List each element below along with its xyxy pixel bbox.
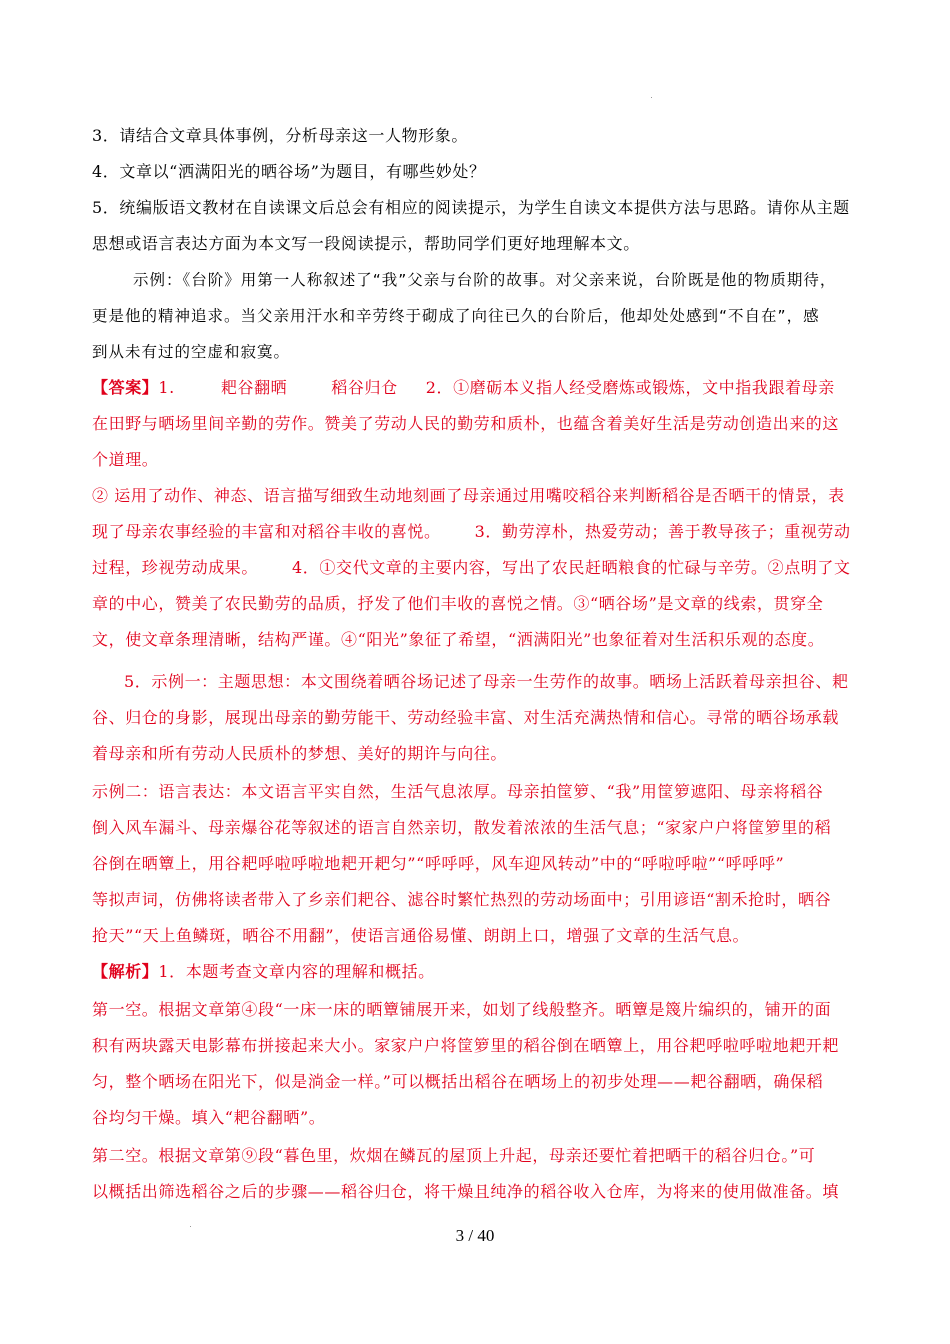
analysis-line-1: [92, 962, 862, 982]
answer-line-15: 等拟声词，仿佛将读者带入了乡亲们耙谷、滤谷时繁忙热烈的劳动场面中；引用谚语“割禾抢时，晒谷: [92, 890, 832, 909]
answer-line-12: 示例二：语言表达：本文语言平实自然，生活气息浓厚。母亲拍筐箩、“我”用筐箩遮阳、母亲将稻谷: [92, 782, 824, 801]
answer-line-5b: 3．勤劳淳朴，热爱劳动；善于教导孩子；重视劳动: [474, 522, 851, 541]
analysis-line-4: 匀，整个晒场在阳光下，似是淌金一样。”可以概括出稻谷在晒场上的初步处理——耙谷翻晒，确保稻: [92, 1072, 824, 1091]
answer-line-11: 着母亲和所有劳动人民质朴的梦想、美好的期许与向往。: [92, 744, 508, 763]
answer-line-10: 谷、归仓的身影，展现出母亲的勤劳能干、劳动经验丰富、对生活充满热情和信心。寻常的晒谷场承载: [92, 708, 840, 727]
answer-line-9: 5．示例一：主题思想：本文围绕着晒谷场记述了母亲一生劳作的故事。晒场上活跃着母亲担谷、耙: [124, 672, 849, 691]
answer-line-3: 个道理。: [92, 450, 159, 469]
analysis-line-5: 谷均匀干燥。填入“耙谷翻晒”。: [92, 1108, 326, 1127]
answer-line-6a: 过程，珍视劳动成果。: [92, 558, 259, 577]
page-number: 3 / 40: [455, 1226, 495, 1245]
answer-line-13: 倒入风车漏斗、母亲爆谷花等叙述的语言自然亲切，散发着浓浓的生活气息；“家家户户将筐箩里的稻: [92, 818, 832, 837]
question-5-line-1: 5．统编版语文教材在自读课文后总会有相应的阅读提示，为学生自读文本提供方法与思路。请你从主题: [92, 198, 850, 217]
answer-tag: 【答案】: [92, 378, 159, 397]
speck: [651, 97, 652, 98]
question-5-line-2: 思想或语言表达方面为本文写一段阅读提示，帮助同学们更好地理解本文。: [92, 234, 640, 253]
analysis-line-3: 积有两块露天电影幕布拼接起来大小。家家户户将筐箩里的稻谷倒在晒簟上，用谷耙呼啦呼啦地耙开耙: [92, 1036, 840, 1055]
analysis-line-1-text: 1．本题考查文章内容的理解和概括。: [158, 962, 435, 981]
analysis-line-2: 第一空。根据文章第④段“一床一床的晒簟铺展开来，如划了线般整齐。晒簟是篾片编织的，铺开的面: [92, 1000, 832, 1019]
answer-line-5a: 现了母亲农事经验的丰富和对稻谷丰收的喜悦。: [92, 522, 441, 541]
answer-2-start: 2．①磨砺本义指人经受磨炼或锻炼，文中指我跟着母亲: [425, 378, 835, 397]
speck: [190, 1226, 191, 1227]
answer-line-5: [92, 522, 862, 542]
answer-line-6: [92, 558, 862, 578]
answer-1-blank-1: 耙谷翻晒: [220, 378, 288, 397]
question-3: 3．请结合文章具体事例，分析母亲这一人物形象。: [92, 126, 468, 145]
example-line-2: 更是他的精神追求。当父亲用汗水和辛劳终于砌成了向往已久的台阶后，他却处处感到“不自在”，感: [92, 307, 820, 325]
analysis-line-7: 以概括出筛选稻谷之后的步骤——稻谷归仓，将干燥且纯净的稻谷收入仓库，为将来的使用做准备。填: [92, 1182, 840, 1201]
analysis-tag: 【解析】: [92, 962, 159, 981]
question-4: 4．文章以“洒满阳光的晒谷场”为题目，有哪些妙处？: [92, 162, 486, 181]
answer-line-7: 章的中心，赞美了农民勤劳的品质，抒发了他们丰收的喜悦之情。③“晒谷场”是文章的线索，贯穿全: [92, 594, 824, 613]
answer-line-4: ② 运用了动作、神态、语言描写细致生动地刻画了母亲通过用嘴咬稻谷来判断稻谷是否晒干的情景，表: [92, 486, 845, 505]
answer-1-blank-2: 稻谷归仓: [331, 378, 398, 397]
answer-line-16: 抢天”“天上鱼鳞斑，晒谷不用翻”，使语言通俗易懂、朗朗上口，增强了文章的生活气息。: [92, 926, 750, 945]
analysis-line-6: 第二空。根据文章第⑨段“暮色里，炊烟在鳞瓦的屋顶上升起，母亲还要忙着把晒干的稻谷归仓。”可: [92, 1146, 816, 1165]
answer-line-14: 谷倒在晒簟上，用谷耙呼啦呼啦地耙开耙匀”“呼呼呼，风车迎风转动”中的“呼啦呼啦”“呼呼呼”: [92, 854, 785, 873]
example-line-1: 示例：《台阶》用第一人称叙述了“我”父亲与台阶的故事。对父亲来说，台阶既是他的物质期待，: [133, 271, 837, 289]
answer-line-8: 文，使文章条理清晰，结构严谨。④“阳光”象征了希望，“洒满阳光”也象征着对生活积乐观的态度。: [92, 630, 825, 649]
answer-line-6b: 4．①交代文章的主要内容，写出了农民赶晒粮食的忙碌与辛劳。②点明了文: [292, 558, 851, 577]
answer-line-1: [92, 378, 862, 398]
answer-1-number: 1.: [158, 378, 175, 397]
answer-line-2: 在田野与晒场里间辛勤的劳作。赞美了劳动人民的勤劳和质朴，也蕴含着美好生活是劳动创造出来的这: [92, 414, 840, 433]
example-line-3: 到从未有过的空虚和寂寞。: [92, 343, 291, 361]
